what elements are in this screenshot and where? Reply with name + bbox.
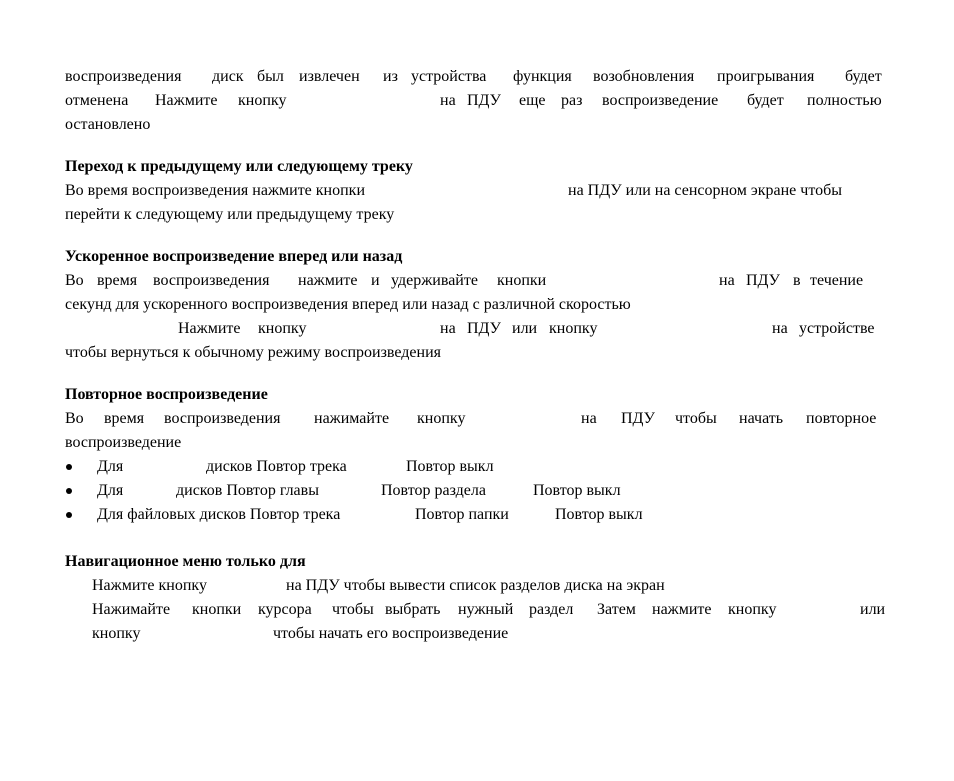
list-item-option: Повтор выкл — [406, 458, 494, 475]
word: Затем — [597, 601, 636, 618]
word: кнопку — [728, 601, 777, 618]
word: на — [772, 320, 788, 337]
word: в — [793, 272, 801, 289]
paragraph-line: на ПДУ или на сенсорном экране чтобы — [568, 182, 842, 199]
word: течение — [810, 272, 864, 289]
word: время — [104, 410, 145, 427]
word: полностью — [807, 92, 882, 109]
word: ПДУ — [467, 92, 501, 109]
paragraph-line — [65, 89, 889, 113]
paragraph-line — [65, 407, 889, 431]
word: нажмите — [652, 601, 712, 618]
word: выбрать — [385, 601, 441, 618]
section-heading: Повторное воспроизведение — [65, 386, 268, 403]
word: Нажмите — [178, 320, 241, 337]
section-heading: Ускоренное воспроизведение вперед или назад — [65, 248, 403, 265]
list-item-label: Для файловых дисков Повтор трека — [97, 506, 341, 523]
paragraph-line: на ПДУ чтобы вывести список разделов диска на экран — [286, 577, 665, 594]
word: будет — [845, 68, 882, 85]
word: ПДУ — [621, 410, 655, 427]
paragraph-line: Во время воспроизведения нажмите кнопки — [65, 182, 366, 199]
bullet-dot — [66, 512, 72, 518]
word: кнопку — [238, 92, 287, 109]
word: раз — [561, 92, 583, 109]
word: проигрывания — [717, 68, 815, 85]
word: кнопки — [497, 272, 547, 289]
word: воспроизведения — [164, 410, 281, 427]
word: нажимайте — [314, 410, 390, 427]
word: кнопки — [192, 601, 242, 618]
word: воспроизведение — [602, 92, 719, 109]
word: из — [383, 68, 398, 85]
word: кнопку — [417, 410, 466, 427]
paragraph-line: перейти к следующему или предыдущему треку — [65, 206, 395, 223]
word: удерживайте — [391, 272, 478, 289]
word: курсора — [258, 601, 312, 618]
word: или — [512, 320, 538, 337]
word: Нажмите — [155, 92, 218, 109]
word: время — [97, 272, 138, 289]
list-item-label: Для — [97, 458, 124, 475]
word: на — [440, 320, 456, 337]
paragraph-line: Нажмите кнопку — [92, 577, 207, 594]
word: устройства — [411, 68, 487, 85]
list-item-option: Повтор раздела — [381, 482, 486, 499]
word: воспроизведения — [153, 272, 270, 289]
word: повторное — [806, 410, 877, 427]
word: воспроизведения — [65, 68, 182, 85]
word: еще — [519, 92, 546, 109]
word: отменена — [65, 92, 129, 109]
word: на — [719, 272, 735, 289]
paragraph-line — [65, 65, 889, 89]
word: кнопку — [549, 320, 598, 337]
paragraph-line: кнопку — [92, 625, 141, 642]
word: и — [371, 272, 380, 289]
section-heading: Переход к предыдущему или следующему треку — [65, 158, 413, 175]
word: нажмите — [298, 272, 358, 289]
word: на — [440, 92, 456, 109]
word: Нажимайте — [92, 601, 171, 618]
word: ПДУ — [746, 272, 780, 289]
word: на — [581, 410, 597, 427]
section-heading: Навигационное меню только для — [65, 553, 306, 570]
word: будет — [747, 92, 784, 109]
paragraph-line: секунд для ускоренного воспроизведения вперед или назад с различной скоростью — [65, 296, 631, 313]
word: чтобы — [332, 601, 374, 618]
word: нужный — [458, 601, 514, 618]
list-item-option: Повтор выкл — [533, 482, 621, 499]
paragraph-line: чтобы вернуться к обычному режиму воспроизведения — [65, 344, 441, 361]
paragraph-line: остановлено — [65, 116, 151, 133]
word: начать — [739, 410, 784, 427]
paragraph-line: воспроизведение — [65, 434, 182, 451]
word: раздел — [529, 601, 574, 618]
paragraph-line: чтобы начать его воспроизведение — [273, 625, 509, 642]
bullet-dot — [66, 488, 72, 494]
list-item-option: дисков Повтор трека — [206, 458, 347, 475]
list-item-option: Повтор папки — [415, 506, 509, 523]
word: ПДУ — [467, 320, 501, 337]
word: кнопку — [258, 320, 307, 337]
paragraph-line — [65, 317, 889, 341]
paragraph-line: или — [860, 601, 886, 618]
list-item-label: Для — [97, 482, 124, 499]
word: Во — [65, 272, 84, 289]
bullet-dot — [66, 464, 72, 470]
word: Во — [65, 410, 84, 427]
word: чтобы — [675, 410, 717, 427]
word: устройстве — [799, 320, 875, 337]
paragraph-line — [92, 598, 782, 622]
word: диск — [212, 68, 244, 85]
list-item-option: дисков Повтор главы — [176, 482, 319, 499]
word: функция — [513, 68, 572, 85]
list-item-option: Повтор выкл — [555, 506, 643, 523]
word: извлечен — [299, 68, 360, 85]
word: возобновления — [593, 68, 695, 85]
word: был — [257, 68, 284, 85]
paragraph-line — [65, 269, 889, 293]
